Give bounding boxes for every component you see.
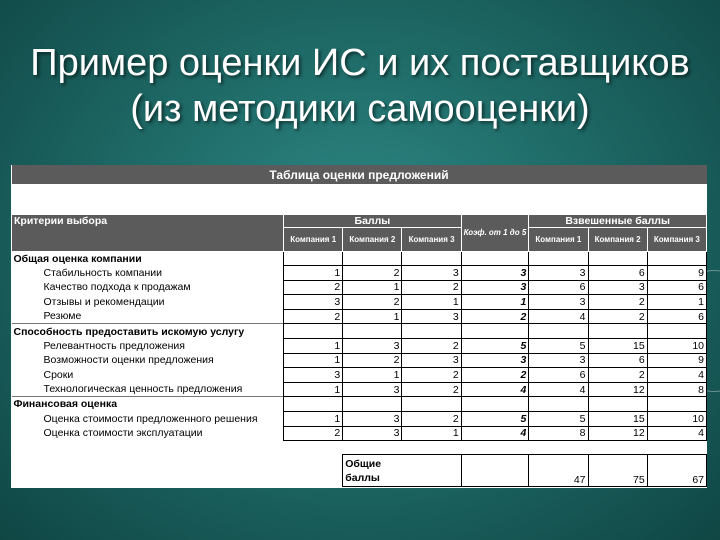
- criterion-label: Оценка стоимости эксплуатации: [43, 427, 203, 440]
- table-row: [12, 368, 707, 383]
- spacer-cell: [12, 441, 707, 455]
- company-2-weighted-header: Компания 2: [588, 227, 647, 251]
- empty-cell: [343, 324, 402, 339]
- table-row: [12, 353, 707, 368]
- table-row: [12, 382, 707, 397]
- weighted-cell: 2: [588, 295, 647, 310]
- totals-label-line-2: баллы: [345, 471, 380, 484]
- coef-cell: 2: [461, 309, 529, 324]
- score-cell: 2: [284, 309, 343, 324]
- criterion-label: Релевантность предложения: [43, 339, 185, 352]
- empty-cell: [647, 397, 706, 412]
- coef-cell: 5: [461, 412, 529, 427]
- weighted-header: Взвешенные баллы: [529, 214, 707, 227]
- table-row: [12, 412, 707, 427]
- score-cell: 3: [343, 426, 402, 441]
- score-cell: 3: [402, 266, 461, 281]
- score-cell: 3: [402, 353, 461, 368]
- weighted-cell: 3: [529, 266, 588, 281]
- weighted-cell: 8: [647, 382, 706, 397]
- empty-cell: [461, 324, 529, 339]
- score-cell: 2: [284, 280, 343, 295]
- criterion-label: Технологическая ценность предложения: [43, 383, 243, 396]
- total-cell: 75: [588, 455, 647, 487]
- criterion-label: Резюме: [43, 310, 82, 323]
- weighted-cell: 6: [647, 309, 706, 324]
- score-cell: 1: [284, 382, 343, 397]
- empty-cell: [343, 397, 402, 412]
- coef-cell: 5: [461, 339, 529, 354]
- score-cell: 1: [284, 412, 343, 427]
- empty-cell: [529, 251, 588, 266]
- weighted-cell: 10: [647, 412, 706, 427]
- criterion-label: Возможности оценки предложения: [43, 354, 214, 367]
- weighted-cell: 5: [529, 412, 588, 427]
- score-cell: 2: [343, 266, 402, 281]
- totals-label: [343, 455, 461, 487]
- slide-title: [0, 40, 720, 132]
- total-cell: 47: [529, 455, 588, 487]
- empty-cell: [402, 251, 461, 266]
- score-cell: 1: [284, 353, 343, 368]
- empty-cell: [402, 397, 461, 412]
- weighted-cell: 5: [529, 339, 588, 354]
- weighted-cell: 15: [588, 412, 647, 427]
- empty-cell: [647, 251, 706, 266]
- empty-cell: [647, 324, 706, 339]
- weighted-cell: 6: [529, 368, 588, 383]
- table-row: [12, 426, 707, 441]
- score-cell: 2: [402, 368, 461, 383]
- weighted-cell: 12: [588, 426, 647, 441]
- criteria-header: Критерии выбора: [12, 214, 284, 251]
- empty-cell: [529, 397, 588, 412]
- criterion-label: Качество подхода к продажам: [43, 281, 191, 294]
- coef-cell: 2: [461, 368, 529, 383]
- weighted-cell: 15: [588, 339, 647, 354]
- score-cell: 1: [402, 426, 461, 441]
- coef-cell: 4: [461, 426, 529, 441]
- weighted-cell: 12: [588, 382, 647, 397]
- weighted-cell: 10: [647, 339, 706, 354]
- score-cell: 2: [402, 412, 461, 427]
- totals-row: [12, 455, 707, 487]
- score-cell: 2: [343, 295, 402, 310]
- weighted-cell: 1: [647, 295, 706, 310]
- score-cell: 2: [402, 280, 461, 295]
- section-row: [12, 251, 707, 266]
- score-cell: 1: [402, 295, 461, 310]
- score-cell: 2: [284, 426, 343, 441]
- weighted-cell: 3: [529, 353, 588, 368]
- table-row: [12, 309, 707, 324]
- score-cell: 1: [284, 266, 343, 281]
- weighted-cell: 3: [588, 280, 647, 295]
- score-cell: 3: [402, 309, 461, 324]
- weighted-cell: 6: [588, 353, 647, 368]
- empty-cell: [529, 324, 588, 339]
- coef-cell: 1: [461, 295, 529, 310]
- company-3-weighted-header: Компания 3: [647, 227, 706, 251]
- criterion-label: Сроки: [43, 369, 74, 382]
- weighted-cell: 6: [588, 266, 647, 281]
- score-cell: 3: [284, 368, 343, 383]
- table-row: [12, 266, 707, 281]
- title-line-1: Пример оценки ИС и их поставщиков: [30, 42, 690, 84]
- coef-cell: 3: [461, 353, 529, 368]
- weighted-cell: 3: [529, 295, 588, 310]
- empty-cell: [284, 397, 343, 412]
- coef-cell: 3: [461, 266, 529, 281]
- criterion-label: Оценка стоимости предложенного решения: [43, 412, 258, 425]
- score-cell: 1: [343, 280, 402, 295]
- weighted-cell: 6: [647, 280, 706, 295]
- score-cell: 3: [284, 295, 343, 310]
- company-1-weighted-header: Компания 1: [529, 227, 588, 251]
- score-cell: 3: [343, 382, 402, 397]
- weighted-cell: 4: [529, 309, 588, 324]
- score-cell: 3: [343, 339, 402, 354]
- score-cell: 1: [343, 309, 402, 324]
- table-caption: Таблица оценки предложений: [12, 165, 707, 184]
- table-row: [12, 339, 707, 354]
- company-2-header: Компания 2: [343, 227, 402, 251]
- total-cell: 67: [647, 455, 706, 487]
- empty-cell: [461, 397, 529, 412]
- score-cell: 2: [343, 353, 402, 368]
- section-row: [12, 324, 707, 339]
- coef-cell: 3: [461, 280, 529, 295]
- empty-cell: [461, 251, 529, 266]
- weighted-cell: 8: [529, 426, 588, 441]
- score-cell: 3: [343, 412, 402, 427]
- section-title: Способность предоставить искомую услугу: [12, 324, 284, 339]
- coef-header: Коэф. от 1 до 5: [461, 214, 529, 251]
- criterion-label: Стабильность компании: [43, 266, 162, 279]
- score-cell: 1: [284, 339, 343, 354]
- totals-blank: [12, 455, 343, 487]
- empty-cell: [284, 251, 343, 266]
- weighted-cell: 4: [647, 368, 706, 383]
- coef-cell: 4: [461, 382, 529, 397]
- score-cell: 1: [343, 368, 402, 383]
- empty-cell: [343, 251, 402, 266]
- weighted-cell: 2: [588, 309, 647, 324]
- totals-label-line-1: Общие: [345, 457, 382, 470]
- empty-cell: [588, 251, 647, 266]
- empty-cell: [402, 324, 461, 339]
- weighted-cell: 2: [588, 368, 647, 383]
- score-cell: 2: [402, 382, 461, 397]
- table-row: [12, 295, 707, 310]
- weighted-cell: 4: [529, 382, 588, 397]
- weighted-cell: 9: [647, 266, 706, 281]
- section-title: Финансовая оценка: [12, 397, 284, 412]
- totals-coef-empty: [461, 455, 529, 487]
- section-row: [12, 397, 707, 412]
- empty-cell: [588, 324, 647, 339]
- weighted-cell: 9: [647, 353, 706, 368]
- company-3-header: Компания 3: [402, 227, 461, 251]
- evaluation-table: [11, 165, 707, 487]
- empty-cell: [588, 397, 647, 412]
- spacer-row: [12, 441, 707, 455]
- title-line-2: (из методики самооценки): [130, 88, 590, 130]
- company-1-header: Компания 1: [284, 227, 343, 251]
- criterion-label: Отзывы и рекомендации: [43, 296, 165, 309]
- scores-header: Баллы: [284, 214, 462, 227]
- blank-row: [12, 184, 707, 214]
- score-cell: 2: [402, 339, 461, 354]
- weighted-cell: 6: [529, 280, 588, 295]
- evaluation-sheet: [11, 165, 707, 488]
- table-row: [12, 280, 707, 295]
- section-title: Общая оценка компании: [12, 251, 284, 266]
- weighted-cell: 4: [647, 426, 706, 441]
- empty-cell: [284, 324, 343, 339]
